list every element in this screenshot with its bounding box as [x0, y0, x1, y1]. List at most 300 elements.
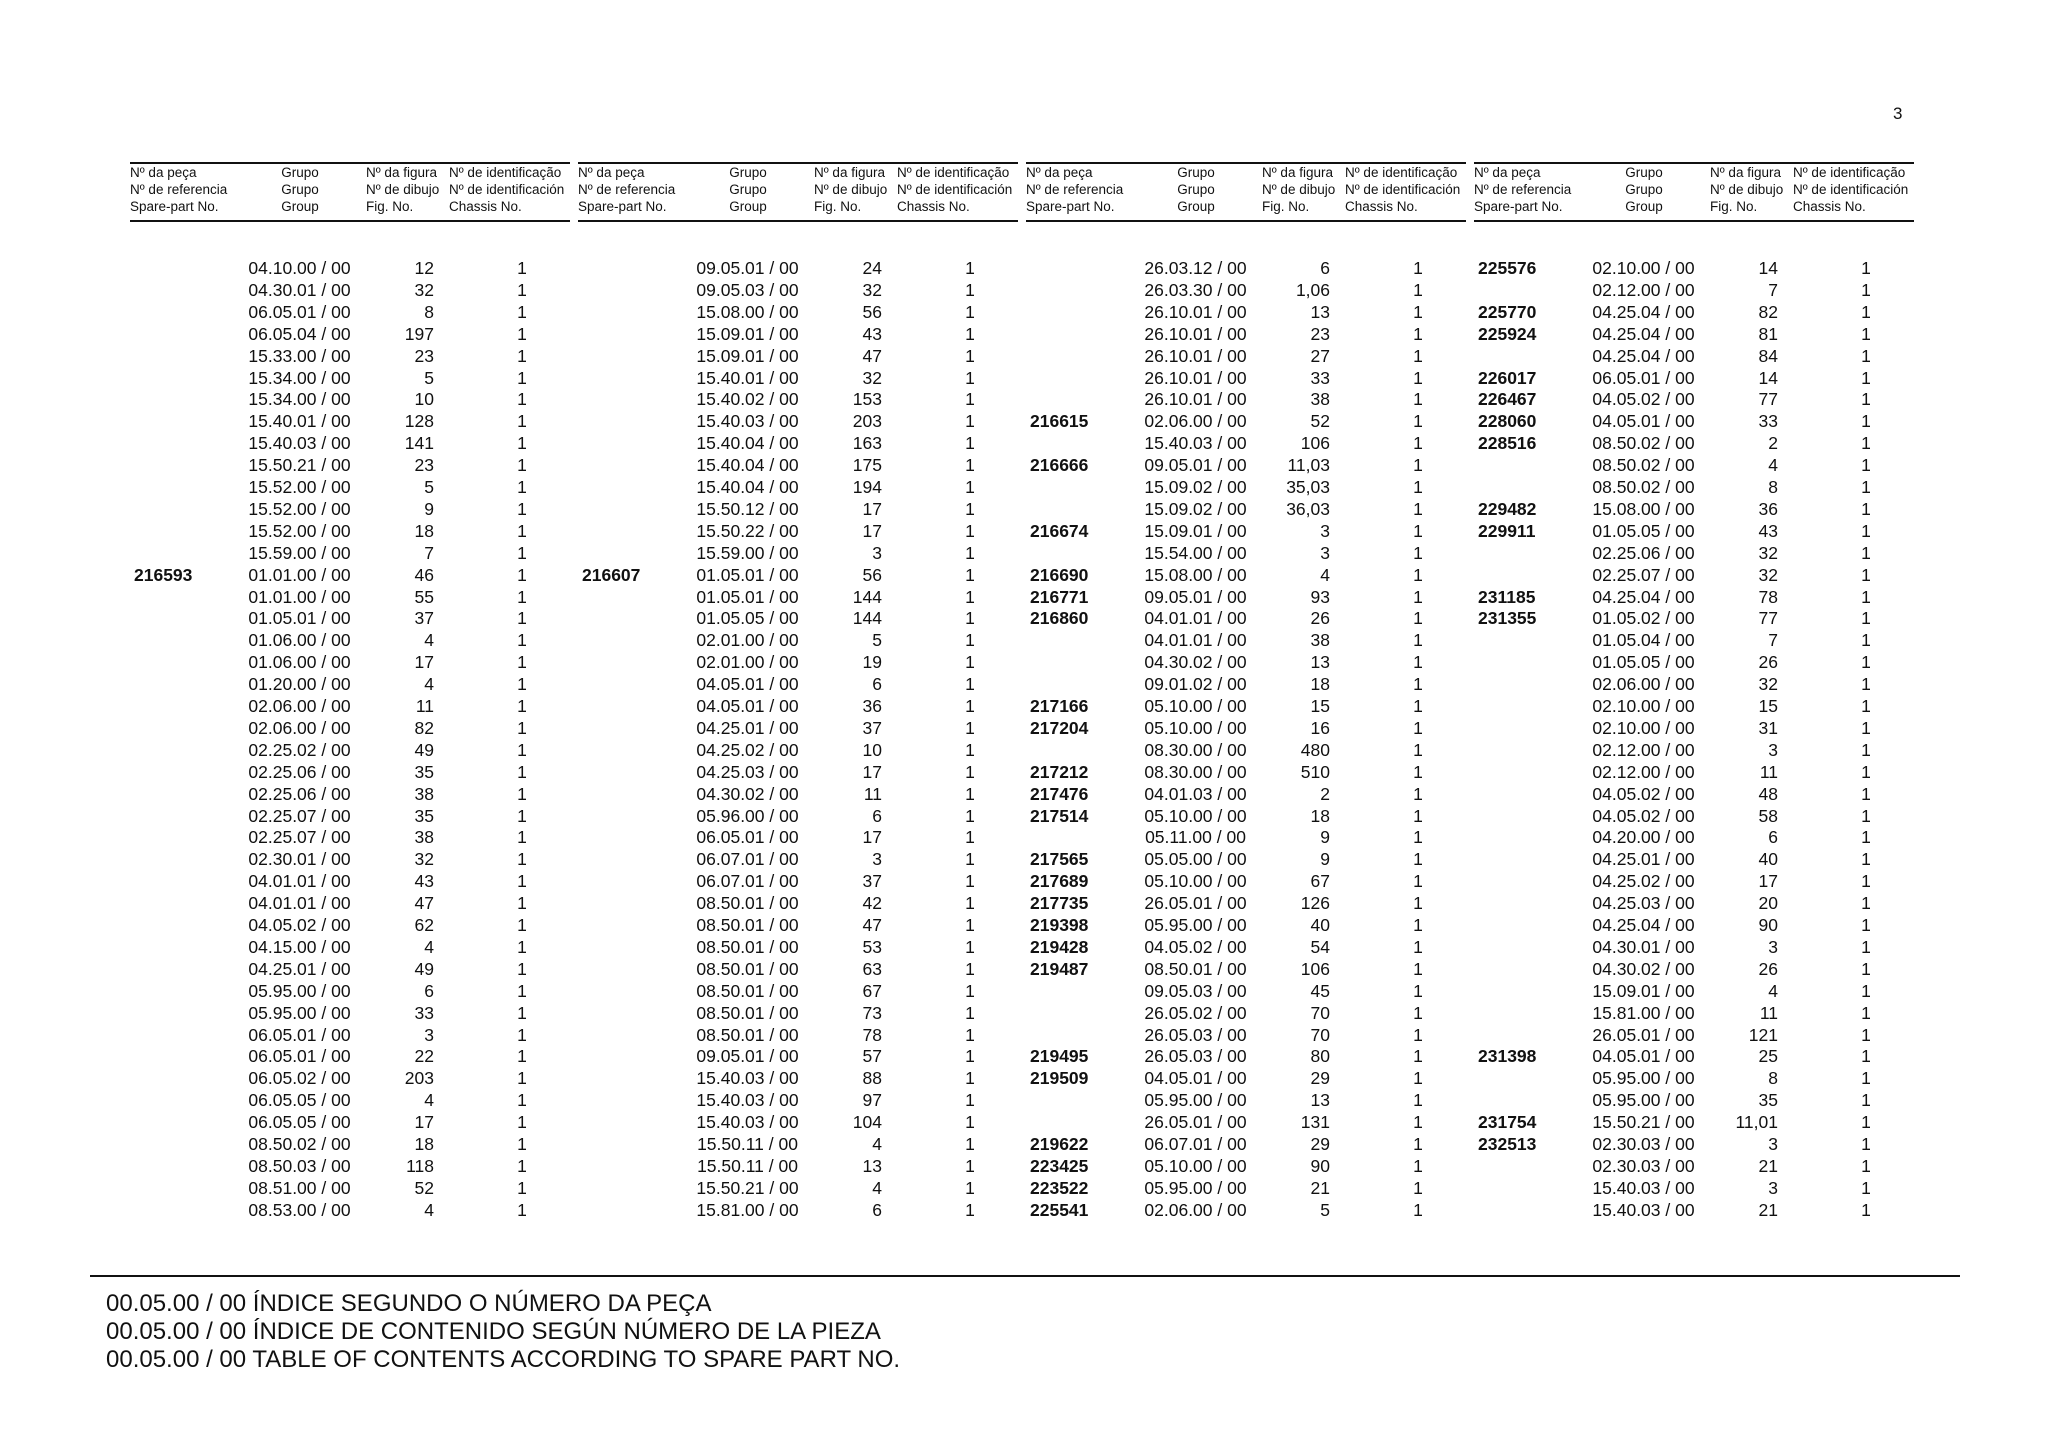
- group-cell: 05.95.00 / 00: [248, 980, 351, 1001]
- table-row: [1026, 368, 1466, 390]
- chassis-number-cell: 1: [1861, 411, 1871, 432]
- figure-number-cell: 15: [1310, 696, 1330, 716]
- group-cell: 04.05.02 / 00: [1592, 389, 1695, 410]
- table-row: [130, 981, 570, 1003]
- chassis-number-cell: 1: [1861, 279, 1871, 300]
- figure-number-cell: 17: [862, 520, 882, 541]
- table-row: [1474, 762, 1914, 784]
- group-cell: 06.07.01 / 00: [696, 871, 799, 892]
- table-row: [1474, 1200, 1914, 1222]
- figure-number-cell: 82: [414, 717, 434, 738]
- column-header-row: [130, 199, 570, 216]
- chassis-number-cell: 1: [1861, 1068, 1871, 1089]
- table-row: [1026, 630, 1466, 652]
- figure-number-cell: 37: [862, 871, 882, 892]
- table-row: [130, 543, 570, 565]
- chassis-number-cell: 1: [517, 323, 527, 344]
- table-row: [578, 302, 1018, 324]
- chassis-number-cell: 1: [517, 608, 527, 629]
- group-cell: 04.20.00 / 00: [1592, 827, 1695, 848]
- group-cell: 02.12.00 / 00: [1592, 279, 1695, 300]
- figure-number-cell: 6: [424, 980, 434, 1001]
- group-cell: 04.05.02 / 00: [248, 915, 351, 935]
- figure-number-cell: 5: [872, 630, 882, 651]
- group-cell: 04.25.04 / 00: [1592, 345, 1695, 366]
- header-part-number: Spare-part No.: [130, 199, 219, 214]
- group-cell: 05.10.00 / 00: [1144, 805, 1247, 826]
- table-row: [130, 587, 570, 609]
- table-row: [130, 477, 570, 499]
- figure-number-cell: 106: [1300, 958, 1330, 979]
- table-row: [130, 893, 570, 915]
- group-cell: 04.30.02 / 00: [1144, 652, 1247, 673]
- part-number-cell: 232513: [1478, 1134, 1537, 1154]
- table-row: [130, 784, 570, 806]
- figure-number-cell: 7: [1768, 630, 1778, 651]
- chassis-number-cell: 1: [1861, 1002, 1871, 1023]
- header-part-number: Spare-part No.: [1026, 199, 1115, 214]
- header-part-number: Nº de referencia: [130, 182, 228, 197]
- group-cell: 08.30.00 / 00: [1144, 739, 1247, 760]
- group-cell: 01.05.01 / 00: [696, 586, 799, 607]
- figure-number-cell: 8: [1768, 477, 1778, 497]
- figure-number-cell: 11,01: [1735, 1112, 1778, 1133]
- figure-number-cell: 16: [1310, 717, 1330, 738]
- group-cell: 04.30.01 / 00: [1592, 936, 1695, 957]
- figure-number-cell: 47: [862, 915, 882, 935]
- chassis-number-cell: 1: [965, 455, 975, 476]
- table-row: [578, 806, 1018, 828]
- group-cell: 08.50.02 / 00: [1592, 433, 1695, 454]
- header-group: Group: [1625, 199, 1663, 214]
- part-number-cell: 228060: [1478, 411, 1537, 432]
- group-cell: 15.08.00 / 00: [696, 301, 799, 322]
- figure-number-cell: 175: [852, 455, 882, 476]
- table-row: [578, 652, 1018, 674]
- figure-number-cell: 6: [1768, 827, 1778, 848]
- figure-number-cell: 17: [414, 1112, 434, 1133]
- chassis-number-cell: 1: [1861, 630, 1871, 651]
- figure-number-cell: 35: [414, 761, 434, 782]
- chassis-number-cell: 1: [965, 739, 975, 760]
- chassis-number-cell: 1: [517, 1177, 527, 1198]
- table-row: [130, 455, 570, 477]
- group-cell: 05.10.00 / 00: [1144, 717, 1247, 738]
- table-row: [1474, 1025, 1914, 1047]
- chassis-number-cell: 1: [965, 301, 975, 322]
- header-group: Group: [1177, 199, 1215, 214]
- figure-number-cell: 67: [862, 980, 882, 1001]
- table-row: [578, 915, 1018, 937]
- part-number-cell: 217166: [1030, 696, 1089, 716]
- figure-number-cell: 88: [862, 1068, 882, 1089]
- figure-number-cell: 38: [1310, 630, 1330, 651]
- group-cell: 01.06.00 / 00: [248, 630, 351, 651]
- group-cell: 08.51.00 / 00: [248, 1177, 351, 1198]
- group-cell: 26.03.12 / 00: [1144, 258, 1247, 278]
- group-cell: 04.05.01 / 00: [696, 696, 799, 716]
- chassis-number-cell: 1: [1861, 564, 1871, 585]
- figure-number-cell: 17: [862, 827, 882, 848]
- figure-number-cell: 19: [862, 652, 882, 673]
- table-row: [1026, 740, 1466, 762]
- table-row: [1474, 477, 1914, 499]
- chassis-number-cell: 1: [517, 652, 527, 673]
- group-cell: 15.40.01 / 00: [696, 367, 799, 388]
- header-part-number: Spare-part No.: [1474, 199, 1563, 214]
- table-row: [130, 565, 570, 587]
- column-header-row: [1026, 199, 1466, 216]
- chassis-number-cell: 1: [1861, 1090, 1871, 1111]
- figure-number-cell: 47: [414, 893, 434, 914]
- chassis-number-cell: 1: [965, 1024, 975, 1045]
- header-chassis-number: Chassis No.: [1793, 199, 1866, 214]
- chassis-number-cell: 1: [1413, 805, 1423, 826]
- chassis-number-cell: 1: [965, 608, 975, 629]
- group-cell: 15.81.00 / 00: [1592, 1002, 1695, 1023]
- figure-number-cell: 128: [404, 411, 434, 432]
- chassis-number-cell: 1: [1413, 1177, 1423, 1198]
- table-row: [578, 1112, 1018, 1134]
- table-row: [578, 762, 1018, 784]
- group-cell: 04.05.01 / 00: [1144, 1068, 1247, 1089]
- table-row: [130, 324, 570, 346]
- table-row: [1026, 915, 1466, 937]
- figure-number-cell: 38: [414, 827, 434, 848]
- header-group: Grupo: [281, 182, 319, 197]
- table-row: [1026, 455, 1466, 477]
- group-cell: 15.40.03 / 00: [1144, 433, 1247, 454]
- chassis-number-cell: 1: [1413, 980, 1423, 1001]
- figure-number-cell: 4: [424, 936, 434, 957]
- group-cell: 04.25.03 / 00: [696, 761, 799, 782]
- group-cell: 15.59.00 / 00: [696, 542, 799, 563]
- chassis-number-cell: 1: [517, 542, 527, 563]
- chassis-number-cell: 1: [517, 411, 527, 432]
- index-panel-1: [130, 162, 570, 1242]
- figure-number-cell: 13: [1310, 1090, 1330, 1111]
- figure-number-cell: 36,03: [1286, 498, 1330, 519]
- group-cell: 05.95.00 / 00: [1144, 915, 1247, 935]
- group-cell: 08.50.02 / 00: [1592, 455, 1695, 476]
- figure-number-cell: 10: [414, 389, 434, 410]
- group-cell: 06.05.01 / 00: [248, 1024, 351, 1045]
- group-cell: 15.40.03 / 00: [248, 433, 351, 454]
- figure-number-cell: 3: [1768, 936, 1778, 957]
- table-row: [130, 368, 570, 390]
- part-number-cell: 216690: [1030, 564, 1089, 585]
- table-row: [578, 258, 1018, 280]
- table-row: [578, 477, 1018, 499]
- chassis-number-cell: 1: [965, 279, 975, 300]
- group-cell: 06.07.01 / 00: [1144, 1134, 1247, 1154]
- table-row: [1474, 674, 1914, 696]
- chassis-number-cell: 1: [1413, 564, 1423, 585]
- chassis-number-cell: 1: [517, 498, 527, 519]
- footer-title-en: 00.05.00 / 00 TABLE OF CONTENTS ACCORDING TO SPARE PART NO.: [106, 1346, 901, 1373]
- column-header-row: [130, 165, 570, 182]
- table-row: [1474, 1112, 1914, 1134]
- table-row: [578, 871, 1018, 893]
- table-row: [578, 1178, 1018, 1200]
- figure-number-cell: 67: [1310, 871, 1330, 892]
- figure-number-cell: 22: [414, 1046, 434, 1067]
- column-header-row: [1474, 165, 1914, 182]
- table-row: [1026, 849, 1466, 871]
- index-panel-3: [1026, 162, 1466, 1242]
- table-row: [1474, 258, 1914, 280]
- figure-number-cell: 48: [1758, 783, 1778, 804]
- header-figure-number: Nº da figura: [1710, 165, 1781, 180]
- table-row: [1474, 368, 1914, 390]
- group-cell: 04.01.01 / 00: [1144, 608, 1247, 629]
- table-row: [1026, 324, 1466, 346]
- chassis-number-cell: 1: [965, 652, 975, 673]
- table-row: [578, 740, 1018, 762]
- header-part-number: Nº da peça: [130, 165, 197, 180]
- chassis-number-cell: 1: [1413, 1112, 1423, 1133]
- figure-number-cell: 480: [1300, 739, 1330, 760]
- figure-number-cell: 35: [414, 805, 434, 826]
- chassis-number-cell: 1: [517, 827, 527, 848]
- chassis-number-cell: 1: [1413, 1199, 1423, 1220]
- figure-number-cell: 6: [872, 1199, 882, 1220]
- chassis-number-cell: 1: [965, 717, 975, 738]
- group-cell: 06.07.01 / 00: [696, 849, 799, 870]
- table-row: [130, 915, 570, 937]
- chassis-number-cell: 1: [517, 1002, 527, 1023]
- chassis-number-cell: 1: [965, 783, 975, 804]
- group-cell: 04.01.01 / 00: [248, 893, 351, 914]
- figure-number-cell: 14: [1758, 367, 1778, 388]
- figure-number-cell: 4: [1768, 980, 1778, 1001]
- part-number-cell: 225924: [1478, 323, 1537, 344]
- figure-number-cell: 4: [872, 1177, 882, 1198]
- group-cell: 05.10.00 / 00: [1144, 1155, 1247, 1176]
- chassis-number-cell: 1: [965, 323, 975, 344]
- header-chassis-number: Chassis No.: [897, 199, 970, 214]
- group-cell: 15.50.12 / 00: [696, 498, 799, 519]
- part-number-cell: 217212: [1030, 761, 1089, 782]
- figure-number-cell: 3: [1768, 739, 1778, 760]
- table-row: [578, 543, 1018, 565]
- group-cell: 06.05.05 / 00: [248, 1112, 351, 1133]
- group-cell: 02.12.00 / 00: [1592, 739, 1695, 760]
- figure-number-cell: 2: [1768, 433, 1778, 454]
- figure-number-cell: 121: [1748, 1024, 1778, 1045]
- group-cell: 05.95.00 / 00: [1144, 1177, 1247, 1198]
- group-cell: 15.40.03 / 00: [1592, 1177, 1695, 1198]
- chassis-number-cell: 1: [1413, 477, 1423, 497]
- chassis-number-cell: 1: [1413, 1024, 1423, 1045]
- chassis-number-cell: 1: [1861, 323, 1871, 344]
- table-row: [1474, 959, 1914, 981]
- table-row: [1026, 565, 1466, 587]
- figure-number-cell: 26: [1310, 608, 1330, 629]
- group-cell: 02.30.03 / 00: [1592, 1134, 1695, 1154]
- figure-number-cell: 21: [1758, 1199, 1778, 1220]
- chassis-number-cell: 1: [1413, 542, 1423, 563]
- part-number-cell: 219495: [1030, 1046, 1089, 1067]
- figure-number-cell: 78: [862, 1024, 882, 1045]
- group-cell: 04.01.03 / 00: [1144, 783, 1247, 804]
- chassis-number-cell: 1: [1413, 871, 1423, 892]
- group-cell: 06.05.01 / 00: [1592, 367, 1695, 388]
- table-row: [1474, 324, 1914, 346]
- chassis-number-cell: 1: [1413, 652, 1423, 673]
- chassis-number-cell: 1: [965, 477, 975, 497]
- table-row: [1026, 433, 1466, 455]
- group-cell: 15.40.03 / 00: [696, 1068, 799, 1089]
- chassis-number-cell: 1: [1861, 1199, 1871, 1220]
- chassis-number-cell: 1: [1861, 477, 1871, 497]
- table-row: [1474, 302, 1914, 324]
- figure-number-cell: 38: [414, 783, 434, 804]
- group-cell: 02.06.00 / 00: [248, 696, 351, 716]
- chassis-number-cell: 1: [1861, 258, 1871, 278]
- table-row: [1474, 1068, 1914, 1090]
- figure-number-cell: 4: [424, 674, 434, 695]
- header-bottom-rule: [1026, 220, 1466, 222]
- table-row: [578, 455, 1018, 477]
- group-cell: 05.96.00 / 00: [696, 805, 799, 826]
- figure-number-cell: 4: [872, 1134, 882, 1154]
- chassis-number-cell: 1: [1413, 520, 1423, 541]
- figure-number-cell: 4: [424, 630, 434, 651]
- figure-number-cell: 13: [862, 1155, 882, 1176]
- table-row: [578, 324, 1018, 346]
- table-row: [578, 827, 1018, 849]
- header-top-rule: [578, 162, 1018, 164]
- table-row: [1474, 411, 1914, 433]
- chassis-number-cell: 1: [517, 783, 527, 804]
- chassis-number-cell: 1: [965, 980, 975, 1001]
- table-row: [578, 411, 1018, 433]
- table-row: [1026, 937, 1466, 959]
- table-row: [130, 258, 570, 280]
- group-cell: 04.05.02 / 00: [1592, 805, 1695, 826]
- table-row: [1474, 893, 1914, 915]
- table-row: [1026, 1156, 1466, 1178]
- group-cell: 26.10.01 / 00: [1144, 323, 1247, 344]
- group-cell: 01.05.04 / 00: [1592, 630, 1695, 651]
- chassis-number-cell: 1: [1861, 980, 1871, 1001]
- chassis-number-cell: 1: [1861, 389, 1871, 410]
- figure-number-cell: 70: [1310, 1024, 1330, 1045]
- group-cell: 08.50.01 / 00: [696, 1024, 799, 1045]
- chassis-number-cell: 1: [517, 936, 527, 957]
- chassis-number-cell: 1: [965, 258, 975, 278]
- table-row: [1474, 608, 1914, 630]
- table-row: [1474, 652, 1914, 674]
- header-group: Grupo: [1177, 182, 1215, 197]
- chassis-number-cell: 1: [965, 1199, 975, 1220]
- figure-number-cell: 21: [1758, 1155, 1778, 1176]
- group-cell: 15.40.04 / 00: [696, 455, 799, 476]
- group-cell: 01.05.01 / 00: [696, 564, 799, 585]
- group-cell: 04.25.04 / 00: [1592, 586, 1695, 607]
- group-cell: 01.20.00 / 00: [248, 674, 351, 695]
- table-row: [578, 849, 1018, 871]
- header-part-number: Nº de referencia: [1474, 182, 1572, 197]
- header-bottom-rule: [578, 220, 1018, 222]
- figure-number-cell: 21: [1310, 1177, 1330, 1198]
- chassis-number-cell: 1: [1861, 608, 1871, 629]
- table-row: [1474, 1003, 1914, 1025]
- chassis-number-cell: 1: [1861, 1112, 1871, 1133]
- table-row: [130, 499, 570, 521]
- group-cell: 15.40.03 / 00: [696, 1090, 799, 1111]
- chassis-number-cell: 1: [517, 455, 527, 476]
- table-row: [1474, 806, 1914, 828]
- group-cell: 04.30.02 / 00: [1592, 958, 1695, 979]
- figure-number-cell: 46: [414, 564, 434, 585]
- figure-number-cell: 32: [414, 279, 434, 300]
- figure-number-cell: 18: [414, 520, 434, 541]
- figure-number-cell: 18: [1310, 805, 1330, 826]
- header-group: Grupo: [729, 165, 767, 180]
- table-row: [130, 302, 570, 324]
- chassis-number-cell: 1: [1413, 301, 1423, 322]
- part-number-cell: 229911: [1478, 520, 1536, 541]
- figure-number-cell: 3: [1768, 1177, 1778, 1198]
- table-row: [130, 959, 570, 981]
- group-cell: 26.10.01 / 00: [1144, 367, 1247, 388]
- chassis-number-cell: 1: [1861, 586, 1871, 607]
- figure-number-cell: 55: [414, 586, 434, 607]
- group-cell: 26.03.30 / 00: [1144, 279, 1247, 300]
- chassis-number-cell: 1: [965, 433, 975, 454]
- group-cell: 15.40.03 / 00: [696, 411, 799, 432]
- part-number-cell: 217476: [1030, 783, 1089, 804]
- header-figure-number: Fig. No.: [366, 199, 414, 214]
- chassis-number-cell: 1: [1861, 498, 1871, 519]
- figure-number-cell: 81: [1758, 323, 1778, 344]
- group-cell: 08.50.01 / 00: [696, 980, 799, 1001]
- figure-number-cell: 37: [414, 608, 434, 629]
- figure-number-cell: 97: [862, 1090, 882, 1111]
- chassis-number-cell: 1: [1413, 345, 1423, 366]
- table-row: [578, 959, 1018, 981]
- table-row: [130, 652, 570, 674]
- figure-number-cell: 43: [862, 323, 882, 344]
- table-row: [1474, 630, 1914, 652]
- header-part-number: Spare-part No.: [578, 199, 667, 214]
- table-row: [1026, 389, 1466, 411]
- header-figure-number: Nº da figura: [366, 165, 437, 180]
- table-row: [1026, 1003, 1466, 1025]
- group-cell: 04.30.02 / 00: [696, 783, 799, 804]
- figure-number-cell: 17: [414, 652, 434, 673]
- table-row: [1026, 1134, 1466, 1156]
- part-number-cell: 217689: [1030, 871, 1089, 892]
- chassis-number-cell: 1: [965, 1155, 975, 1176]
- table-row: [1474, 587, 1914, 609]
- group-cell: 08.50.01 / 00: [696, 936, 799, 957]
- group-cell: 09.05.01 / 00: [696, 258, 799, 278]
- figure-number-cell: 77: [1758, 389, 1778, 410]
- figure-number-cell: 20: [1758, 893, 1778, 914]
- group-cell: 04.01.01 / 00: [248, 871, 351, 892]
- chassis-number-cell: 1: [517, 1134, 527, 1154]
- figure-number-cell: 52: [1310, 411, 1330, 432]
- figure-number-cell: 3: [872, 849, 882, 870]
- figure-number-cell: 24: [862, 258, 882, 278]
- group-cell: 15.54.00 / 00: [1144, 542, 1247, 563]
- figure-number-cell: 82: [1758, 301, 1778, 322]
- index-panel-2: [578, 162, 1018, 1242]
- chassis-number-cell: 1: [517, 915, 527, 935]
